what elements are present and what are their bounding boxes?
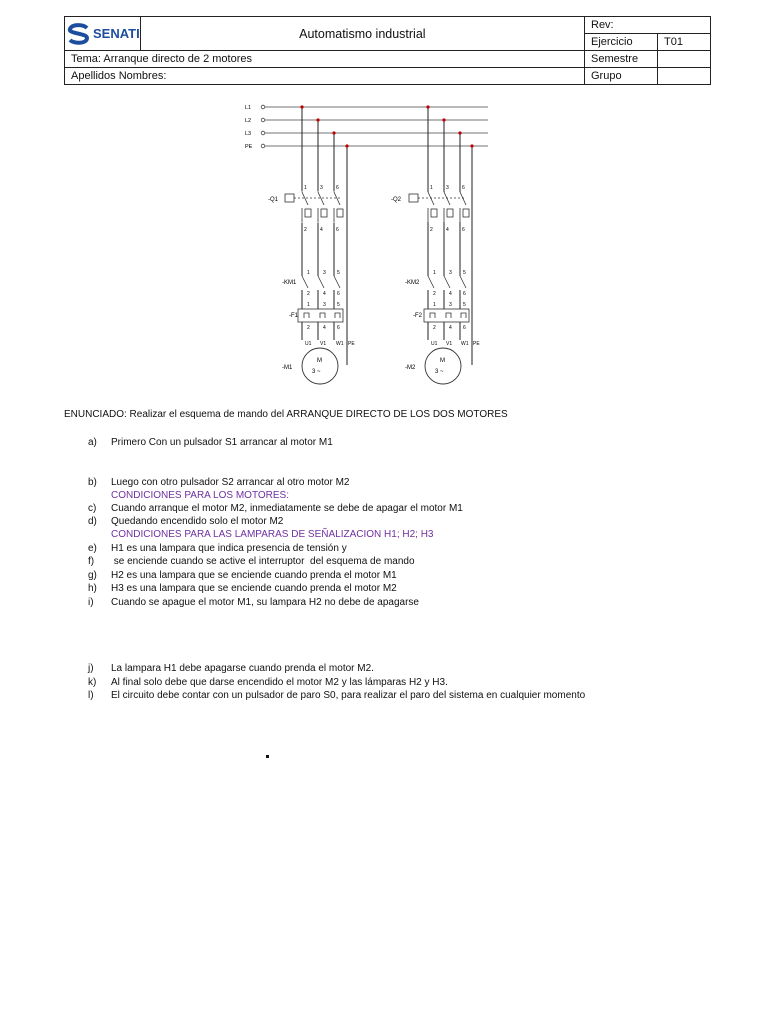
km2-terminal-4: 4 bbox=[449, 291, 452, 297]
exercise-value: T01 bbox=[658, 34, 711, 51]
km1-terminal-1: 1 bbox=[307, 270, 310, 276]
km1-terminal-5: 5 bbox=[337, 270, 340, 276]
km2-terminal-1: 1 bbox=[433, 270, 436, 276]
statement: ENUNCIADO: Realizar el esquema de mando del ARRANQUE DIRECTO DE LOS DOS MOTORES bbox=[64, 409, 508, 420]
f2-terminal-2: 2 bbox=[433, 325, 436, 331]
km2-terminal-3: 3 bbox=[449, 270, 452, 276]
motor-m2-symbol bbox=[425, 348, 461, 384]
f1-terminal-6: 6 bbox=[337, 325, 340, 331]
list-item-letter: h) bbox=[88, 583, 97, 594]
list-item-text: Primero Con un pulsador S1 arrancar al motor M1 bbox=[111, 437, 333, 448]
q2-terminal-3: 3 bbox=[446, 185, 449, 191]
conditions-heading: CONDICIONES PARA LOS MOTORES: bbox=[111, 490, 289, 501]
motor2-branch bbox=[391, 105, 480, 384]
list-item-letter: b) bbox=[88, 477, 97, 488]
list-item-text: Luego con otro pulsador S2 arrancar al otro motor M2 bbox=[111, 477, 350, 488]
list-item-text: se enciende cuando se active el interruptor del esquema de mando bbox=[111, 556, 415, 567]
rev-label: Rev: bbox=[585, 17, 711, 34]
list-item-letter: g) bbox=[88, 570, 97, 581]
q2-terminal-6b: 6 bbox=[462, 227, 465, 233]
list-item-letter: j) bbox=[88, 663, 94, 674]
names-label: Apellidos Nombres: bbox=[65, 68, 585, 85]
bus-label-l2: L2 bbox=[245, 118, 252, 124]
breaker-q1-label: -Q1 bbox=[268, 197, 279, 203]
m1-terminal-v1: V1 bbox=[320, 341, 327, 347]
m2-terminal-w1: W1 bbox=[461, 341, 469, 347]
f2-terminal-4: 4 bbox=[449, 325, 452, 331]
list-item-letter: f) bbox=[88, 556, 95, 567]
motor-m2-letter: M bbox=[440, 358, 445, 364]
km1-terminal-2: 2 bbox=[307, 291, 310, 297]
f2-terminal-5: 5 bbox=[463, 302, 466, 308]
motor1-branch bbox=[268, 105, 355, 384]
semester-label: Semestre bbox=[585, 51, 658, 68]
q1-terminal-6: 6 bbox=[336, 185, 339, 191]
q1-terminal-4: 4 bbox=[320, 227, 323, 233]
q2-terminal-2: 2 bbox=[430, 227, 433, 233]
motor-m1-letter: M bbox=[317, 358, 322, 364]
list-item-letter: a) bbox=[88, 437, 97, 448]
q1-terminal-2: 2 bbox=[304, 227, 307, 233]
motor-m1-label: -M1 bbox=[282, 365, 293, 371]
list-item-letter: c) bbox=[88, 503, 97, 514]
f2-terminal-6: 6 bbox=[463, 325, 466, 331]
m1-terminal-u1: U1 bbox=[305, 341, 312, 347]
power-circuit-diagram bbox=[0, 0, 768, 400]
course-title: Automatismo industrial bbox=[140, 17, 584, 51]
motor-m2-label: -M2 bbox=[405, 365, 416, 371]
list-item-text: Al final solo debe que darse encendido el motor M2 y las lámparas H2 y H3. bbox=[111, 677, 448, 688]
breaker-q2-label: -Q2 bbox=[391, 197, 402, 203]
km1-terminal-3: 3 bbox=[323, 270, 326, 276]
f1-terminal-1: 1 bbox=[307, 302, 310, 308]
m2-terminal-u1: U1 bbox=[431, 341, 438, 347]
km2-terminal-2: 2 bbox=[433, 291, 436, 297]
list-item-text: Cuando se apague el motor M1, su lampara H2 no debe de apagarse bbox=[111, 597, 419, 608]
list-item-text: Cuando arranque el motor M2, inmediatamente se debe de apagar el motor M1 bbox=[111, 503, 463, 514]
list-item-text: La lampara H1 debe apagarse cuando prenda el motor M2. bbox=[111, 663, 374, 674]
f1-terminal-2: 2 bbox=[307, 325, 310, 331]
km2-terminal-6: 6 bbox=[463, 291, 466, 297]
bus-label-pe: PE bbox=[245, 144, 253, 150]
bus-label-l1: L1 bbox=[245, 105, 252, 111]
list-item-text: El circuito debe contar con un pulsador de paro S0, para realizar el paro del sistema en cualquier momento bbox=[111, 690, 586, 701]
relay-f1-symbol bbox=[298, 309, 343, 322]
list-item-text: H2 es una lampara que se enciende cuando prenda el motor M1 bbox=[111, 570, 397, 581]
bus-label-l3: L3 bbox=[245, 131, 252, 137]
brand-name: SENATI bbox=[93, 26, 140, 41]
exercise-label: Ejercicio bbox=[585, 34, 658, 51]
list-item-letter: k) bbox=[88, 677, 97, 688]
motor-m1-symbol bbox=[302, 348, 338, 384]
motor-m2-phase: 3 ~ bbox=[435, 369, 444, 375]
m1-terminal-w1: W1 bbox=[336, 341, 344, 347]
list-item-letter: l) bbox=[88, 690, 94, 701]
group-label: Grupo bbox=[585, 68, 658, 85]
f1-terminal-4: 4 bbox=[323, 325, 326, 331]
q2-terminal-1: 1 bbox=[430, 185, 433, 191]
motor-m1-phase: 3 ~ bbox=[312, 369, 321, 375]
km1-terminal-6: 6 bbox=[337, 291, 340, 297]
f2-terminal-1: 1 bbox=[433, 302, 436, 308]
km1-terminal-4: 4 bbox=[323, 291, 326, 297]
contactor-km1-label: -KM1 bbox=[282, 280, 297, 286]
relay-f2-label: -F2 bbox=[413, 313, 422, 319]
q1-terminal-1: 1 bbox=[304, 185, 307, 191]
relay-f1-label: -F1 bbox=[289, 313, 298, 319]
list-item-letter: d) bbox=[88, 516, 97, 527]
q2-terminal-4: 4 bbox=[446, 227, 449, 233]
list-item-letter: e) bbox=[88, 543, 97, 554]
m1-terminal-pe: PE bbox=[348, 341, 355, 347]
q2-terminal-6: 6 bbox=[462, 185, 465, 191]
list-item-text: H3 es una lampara que se enciende cuando prenda el motor M2 bbox=[111, 583, 397, 594]
conditions-heading: CONDICIONES PARA LAS LAMPARAS DE SEÑALIZACION H1; H2; H3 bbox=[111, 529, 434, 540]
topic: Tema: Arranque directo de 2 motores bbox=[65, 51, 585, 68]
list-item-text: H1 es una lampara que indica presencia de tensión y bbox=[111, 543, 347, 554]
f2-terminal-3: 3 bbox=[449, 302, 452, 308]
stray-dot bbox=[266, 755, 269, 758]
m2-terminal-v1: V1 bbox=[446, 341, 453, 347]
f1-terminal-5: 5 bbox=[337, 302, 340, 308]
f1-terminal-3: 3 bbox=[323, 302, 326, 308]
relay-f2-symbol bbox=[424, 309, 469, 322]
m2-terminal-pe: PE bbox=[473, 341, 480, 347]
contactor-km2-label: -KM2 bbox=[405, 280, 420, 286]
q1-terminal-6b: 6 bbox=[336, 227, 339, 233]
list-item-letter: i) bbox=[88, 597, 94, 608]
list-item-text: Quedando encendido solo el motor M2 bbox=[111, 516, 284, 527]
q1-terminal-3: 3 bbox=[320, 185, 323, 191]
km2-terminal-5: 5 bbox=[463, 270, 466, 276]
